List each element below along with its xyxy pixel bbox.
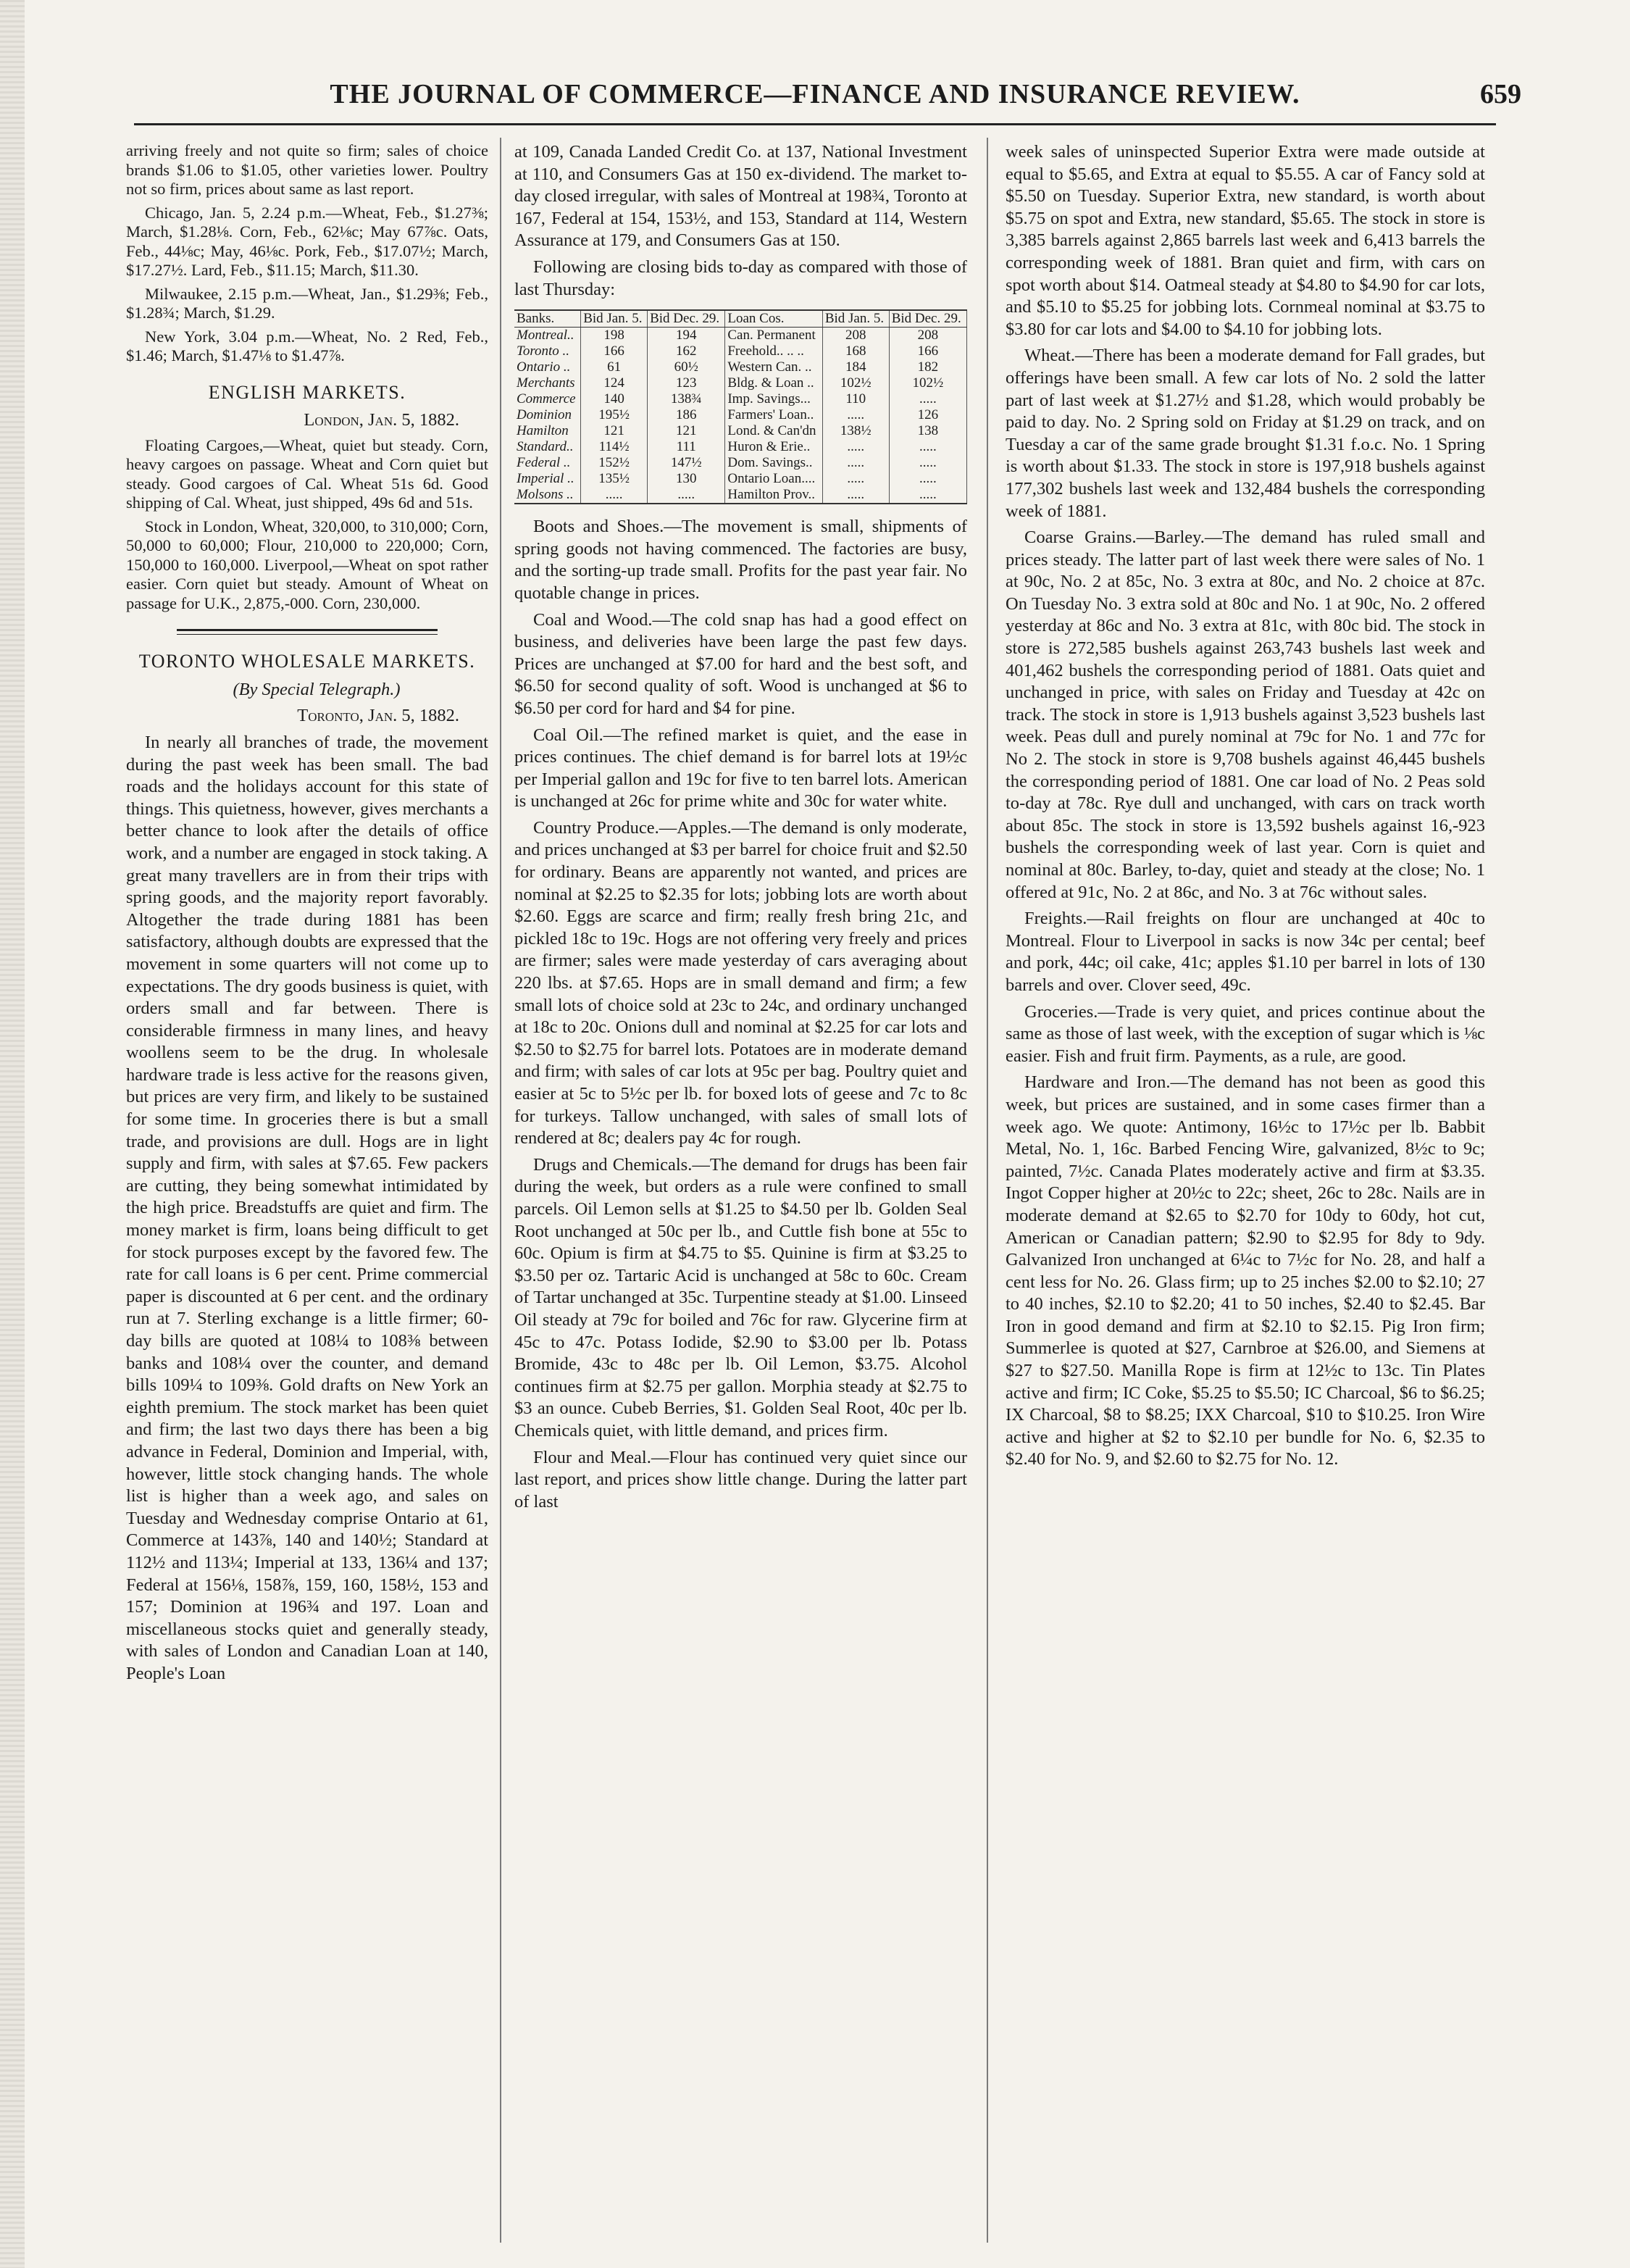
table-cell: 166: [889, 343, 966, 359]
table-cell: Western Can. ..: [725, 359, 822, 375]
table-cell: 208: [822, 328, 889, 344]
journal-title: THE JOURNAL OF COMMERCE—FINANCE AND INSURANCE REVIEW.: [330, 79, 1300, 109]
table-cell: .....: [822, 487, 889, 504]
table-cell: .....: [889, 487, 966, 504]
paragraph: Flour and Meal.—Flour has continued very quiet since our last report, and prices show little change. During the latter part of last: [514, 1447, 967, 1512]
table-cell: 61: [581, 359, 648, 375]
section-rule: [177, 629, 438, 635]
table-cell: 138¾: [648, 391, 725, 407]
paragraph: Coal and Wood.—The cold snap has had a good effect on business, and deliveries have been large the past few days. Prices are unchanged at $7.00 for hard and the best soft, and $6.50 for second quality of soft. Wood is unchanged at $6 to $6.50 per cord for hard and $4 for pine.: [514, 609, 967, 718]
table-cell: Hamilton Prov..: [725, 487, 822, 504]
table-cell: 60½: [648, 359, 725, 375]
column-divider: [987, 138, 988, 2243]
table-cell: Bldg. & Loan ..: [725, 375, 822, 391]
table-row: [514, 471, 967, 487]
page-header: [109, 78, 1521, 122]
table-cell: Lond. & Can'dn: [725, 423, 822, 439]
table-cell: 102½: [889, 375, 966, 391]
table-cell: 123: [648, 375, 725, 391]
table-cell: 166: [581, 343, 648, 359]
table-header: Banks.: [514, 310, 581, 328]
table-cell: 121: [581, 423, 648, 439]
table-cell: Imp. Savings...: [725, 391, 822, 407]
paragraph: Following are closing bids to-day as compared with those of last Thursday:: [514, 257, 967, 299]
table-cell: 102½: [822, 375, 889, 391]
table-row: [514, 439, 967, 455]
table-cell: Dom. Savings..: [725, 455, 822, 471]
table-cell: Commerce: [514, 391, 581, 407]
paragraph: Drugs and Chemicals.—The demand for drugs has been fair during the week, but orders as a rule were confined to small parcels. Oil Lemon sells at $1.25 to $4.50 per lb. Golden Seal Root unchanged at 50c per lb., and Cuttle fish bone at 55c to 60c. Opium is firm at $4.75 to $5. Quinine is firm at $3.25 to $3.50 per oz. Tartaric Acid is unchanged at 58c to 60c. Cream of Tartar unchanged at 35c. Turpentine steady at $1.00. Linseed Oil steady at 79c for boiled and 76c for raw. Glycerine firm at 45c to 47c. Potass Iodide, $2.90 to $3.00 per lb. Potass Bromide, 43c to 48c per lb. Oil Lemon, $3.75. Alcohol continues firm at $2.75 per gallon. Morphia steady at $2.75 to $3 an ounce. Cubeb Berries, $1. Golden Seal Root, 40c per lb. Chemicals quiet, with little demand, and prices firm.: [514, 1154, 967, 1441]
table-cell: 138: [889, 423, 966, 439]
table-row: [514, 343, 967, 359]
paragraph: Coal Oil.—The refined market is quiet, and the ease in prices continues. The chief demand is for barrel lots at 19½c per Imperial gallon and 19c for five to ten barrel lots. American is unchanged at 26c for prime white and 30c for water white.: [514, 725, 967, 812]
table-cell: 198: [581, 328, 648, 344]
binding-edge: [0, 0, 25, 2268]
paragraph: Hardware and Iron.—The demand has not been as good this week, but prices are sustained, and in some cases firmer than a week ago. We quote: Antimony, 16½c to 17½c per lb. Babbit Metal, No. 1, 16c. Barbed Fencing Wire, galvanized, 8½c to 9c; painted, 7½c. Canada Plates moderately active and firm at $3.35. Ingot Copper higher at 20½c to 22c; sheet, 26c to 28c. Nails are in moderate demand at $2.65 to $2.70 for 10dy to 60dy, hot cut, American or Canadian pattern; $2.90 to $2.95 for 8dy to 9dy. Galvanized Iron unchanged at 6¼c to 7½c for No. 28, and half a cent less for No. 26. Glass firm; up to 25 inches $2.00 to $2.10; 27 to 40 inches, $2.10 to $2.20; 41 to 50 inches, $2.40 to $2.45. Bar Iron in good demand and firm at $2.10 to $2.15. Pig Iron firm; Summerlee is quoted at $27, Carnbroe at $26.00, and Siemens at $27 to $27.50. Manilla Rope is firm at 12½c to 13c. Tin Plates active and firm; IC Coke, $5.25 to $5.50; IC Charcoal, $6 to $6.25; IX Charcoal, $8 to $8.25; IXX Charcoal, $10 to $10.25. Iron Wire active and higher at $2 to $2.10 per bundle for No. 6, $2.35 to $2.40 for No. 9, and $2.60 to $2.75 for No. 12.: [1006, 1072, 1485, 1469]
table-cell: 111: [648, 439, 725, 455]
table-cell: 135½: [581, 471, 648, 487]
column-2: [514, 141, 967, 2250]
table-cell: 121: [648, 423, 725, 439]
paragraph: Freights.—Rail freights on flour are unchanged at 40c to Montreal. Flour to Liverpool in sacks is now 34c per cental; beef and pork, 44c; oil cake, 41c; apples $1.10 per barrel in lots of 130 barrels and over. Clover seed, 49c.: [1006, 909, 1485, 995]
table-header-row: [514, 310, 967, 328]
table-cell: Standard..: [514, 439, 581, 455]
column-1: [126, 141, 488, 2250]
table-cell: Ontario Loan....: [725, 471, 822, 487]
page-number: 659: [1480, 79, 1521, 109]
table-cell: 138½: [822, 423, 889, 439]
table-cell: 152½: [581, 455, 648, 471]
paragraph: Boots and Shoes.—The movement is small, shipments of spring goods not having commenced. The factories are busy, and the sorting-up trade small. Profits for the past year fair. No quotable change in prices.: [514, 517, 967, 603]
table-cell: Ontario ..: [514, 359, 581, 375]
table-cell: 195½: [581, 407, 648, 423]
table-cell: Huron & Erie..: [725, 439, 822, 455]
table-cell: Merchants: [514, 375, 581, 391]
table-cell: .....: [822, 439, 889, 455]
section-subheading: (By Special Telegraph.): [233, 679, 401, 699]
column-divider: [500, 138, 501, 2243]
table-cell: Can. Permanent: [725, 328, 822, 344]
table-cell: .....: [581, 487, 648, 504]
table-cell: .....: [889, 439, 966, 455]
table-header: Bid Jan. 5.: [822, 310, 889, 328]
paragraph: Floating Cargoes,—Wheat, quiet but steady. Corn, heavy cargoes on passage. Wheat and Corn quiet but steady. Good cargoes of Cal. Wheat 51s 6d. Good shipping of Cal. Wheat, just shipped, 49s 6d and 51s.: [126, 435, 488, 512]
dateline: Toronto, Jan. 5, 1882.: [297, 706, 459, 726]
table-cell: Hamilton: [514, 423, 581, 439]
column-3: [1006, 141, 1485, 2250]
paragraph: Groceries.—Trade is very quiet, and prices continue about the same as those of last week, with the exception of sugar which is ⅛c easier. Fish and fruit firm. Payments, as a rule, are good.: [1006, 1001, 1485, 1066]
table-cell: 186: [648, 407, 725, 423]
table-cell: Farmers' Loan..: [725, 407, 822, 423]
table-cell: 130: [648, 471, 725, 487]
table-cell: Imperial ..: [514, 471, 581, 487]
paragraph: Chicago, Jan. 5, 2.24 p.m.—Wheat, Feb., $1.27⅜; March, $1.28⅛. Corn, Feb., 62⅛c; May 67⅞c. Oats, Feb., 44⅛c; May, 46⅛c. Pork, Feb., $17.07½; March, $17.27½. Lard, Feb., $11.15; March, $11.30.: [126, 203, 488, 279]
table-body: [514, 328, 967, 504]
bids-table: [514, 309, 967, 504]
section-heading: ENGLISH MARKETS.: [208, 381, 406, 403]
table-row: [514, 391, 967, 407]
table-cell: 162: [648, 343, 725, 359]
table-cell: .....: [822, 455, 889, 471]
table-cell: 194: [648, 328, 725, 344]
table-cell: 126: [889, 407, 966, 423]
table-cell: .....: [889, 471, 966, 487]
table-cell: Montreal..: [514, 328, 581, 344]
table-row: [514, 407, 967, 423]
table-cell: 110: [822, 391, 889, 407]
table-cell: 114½: [581, 439, 648, 455]
table-cell: 184: [822, 359, 889, 375]
table-cell: Toronto ..: [514, 343, 581, 359]
paragraph: Coarse Grains.—Barley.—The demand has ruled small and prices steady. The latter part of last week there were sales of No. 1 at 90c, No. 2 at 85c, No. 3 extra at 80c, and No. 2 choice at 87c. On Tuesday No. 3 extra sold at 80c and No. 1 at 90c, No. 2 offered yesterday at 86c and No. 3 extra at 81c, with 80c bid. The stock in store is 272,585 bushels against 263,743 bushels last week and 401,462 bushels the corresponding period of 1881. Oats quiet and unchanged in price, with sales on Friday and Tuesday at 42c on track. The stock in store is 1,913 bushels against 3,523 bushels last week. Peas dull and purely nominal at 79c for No. 1 and 77c for No 2. The stock in store is 9,708 bushels against 46,445 bushels the corresponding period of 1881. One car load of No. 2 Peas sold to-day at 78c. Rye dull and unchanged, with cars on track worth about 85c. The stock in store is 13,592 bushels against 16,-923 bushels the corresponding week of last year. Corn is quiet and nominal at 80c. Barley, to-day, quiet and steady at the close; No. 1 offered at 91c, No. 2 at 86c, and No. 3 at 76c without sales.: [1006, 528, 1485, 902]
table-header: Bid Jan. 5.: [581, 310, 648, 328]
paragraph: arriving freely and not quite so firm; sales of choice brands $1.06 to $1.05, other varieties lower. Poultry not so firm, prices about same as last report.: [126, 141, 488, 198]
table-row: [514, 487, 967, 504]
header-rule: [134, 123, 1496, 125]
table-cell: .....: [648, 487, 725, 504]
table-cell: 147½: [648, 455, 725, 471]
table-cell: 182: [889, 359, 966, 375]
table-row: [514, 359, 967, 375]
table-cell: Dominion: [514, 407, 581, 423]
dateline: London, Jan. 5, 1882.: [304, 410, 459, 430]
table-row: [514, 455, 967, 471]
table-cell: 168: [822, 343, 889, 359]
table-cell: 208: [889, 328, 966, 344]
table-cell: .....: [822, 471, 889, 487]
table-cell: Molsons ..: [514, 487, 581, 504]
table-cell: Freehold.. .. ..: [725, 343, 822, 359]
table-row: [514, 328, 967, 344]
section-heading: TORONTO WHOLESALE MARKETS.: [138, 651, 476, 672]
paragraph: Wheat.—There has been a moderate demand for Fall grades, but offerings have been small. A few car lots of No. 2 sold the latter part of last week at $1.27½ and $1.28, which would probably be paid to day. No. 2 Spring sold on Friday at $1.29 on track, and on Tuesday a car of the same grade brought $1.31 f.o.c. No. 1 Spring is worth about $1.33. The stock in store is 197,918 bushels against 177,302 bushels last week and 132,484 bushels the corresponding week of 1881.: [1006, 346, 1485, 521]
paragraph: Milwaukee, 2.15 p.m.—Wheat, Jan., $1.29⅜; Feb., $1.28¾; March, $1.29.: [126, 284, 488, 322]
paragraph: week sales of uninspected Superior Extra were made outside at equal to $5.65, and Extra at equal to $5.55. A car of Fancy sold at $5.50 on Tuesday. Superior Extra, new standard, is worth about $5.75 on spot and Extra, new standard, $5.65. The stock in store is 3,385 barrels against 2,865 barrels last week and 6,413 barrels the corresponding week of 1881. Bran quiet and firm, with cars on spot worth about $14. Oatmeal steady at $4.80 to $4.90 for car lots, and $5.10 to $5.25 for jobbing lots. Cornmeal nominal at $3.75 to $3.80 for car lots and $4.00 to $4.10 for jobbing lots.: [1006, 142, 1485, 339]
paragraph: at 109, Canada Landed Credit Co. at 137, National Investment at 110, and Consumers Gas at 150 ex-dividend. The market to-day closed irregular, with sales of Montreal at 198¾, Toronto at 167, Federal at 154, 153½, and 153, Standard at 114, Western Assurance at 179, and Consumers Gas at 150.: [514, 142, 967, 251]
table-cell: 124: [581, 375, 648, 391]
table-row: [514, 423, 967, 439]
table-cell: .....: [889, 391, 966, 407]
table-header: Bid Dec. 29.: [889, 310, 966, 328]
paragraph: New York, 3.04 p.m.—Wheat, No. 2 Red, Feb., $1.46; March, $1.47⅛ to $1.47⅞.: [126, 327, 488, 364]
paragraph: Stock in London, Wheat, 320,000, to 310,000; Corn, 50,000 to 60,000; Flour, 210,000 to 220,000; Corn, 150,000 to 160,000. Liverpool,—Wheat on spot rather easier. Corn quiet but steady. Amount of Wheat on passage for U.K., 2,875,-000. Corn, 230,000.: [126, 517, 488, 612]
paragraph: Country Produce.—Apples.—The demand is only moderate, and prices unchanged at $3 per barrel for choice fruit and $2.50 for ordinary. Beans are apparently not wanted, and prices are nominal at $2.25 to $2.35 for lots; jobbing lots are worth about $2.60. Eggs are scarce and firm; really fresh bring 21c, and pickled 18c to 19c. Hogs are not offering very freely and prices are firmer; sales were made yesterday of cars averaging about 220 lbs. at $7.65. Hops are in small demand and firm; a few small lots of choice sold at 23c to 24c, and ordinary unchanged at 18c to 20c. Onions dull and nominal at $2.25 for car lots and $2.50 to $2.75 for barrel lots. Potatoes are in moderate demand and firm; with sales of car lots at 95c per bag. Poultry quiet and easier at 5c to 5½c per lb. for boxed lots of geese and 7c to 8c for turkeys. Tallow unchanged, with sales of small lots of rendered at 8c; dealers pay 4c for rough.: [514, 817, 967, 1148]
table-row: [514, 375, 967, 391]
table-cell: 140: [581, 391, 648, 407]
table-cell: Federal ..: [514, 455, 581, 471]
table-header: Loan Cos.: [725, 310, 822, 328]
paragraph: In nearly all branches of trade, the movement during the past week has been small. The bad roads and the holidays account for this state of things. This quietness, however, gives merchants a better chance to look after the details of office work, and a number are engaged in stock taking. A great many travellers are in from their trips with spring goods, and the majority report favorably. Altogether the trade during 1881 has been satisfactory, although doubts are expressed that the movement in some quarters will not come up to expectations. The dry goods business is quiet, with orders small and far between. There is considerable firmness in many lines, and heavy woollens seem to be the drug. In wholesale hardware trade is less active for the reasons given, but prices are very firm, and likely to be sustained for some time. In groceries there is but a small trade, and provisions are dull. Hogs are in light supply and firm, with sales at $7.65. Few packers are cutting, they being somewhat intimidated by the high price. Breadstuffs are quiet and firm. The money market is firm, loans being difficult to get for stock purposes except by the favored few. The rate for call loans is 6 per cent. Prime commercial paper is discounted at 6 per cent. and the ordinary run at 7. Sterling exchange is a little firmer; 60-day bills are quoted at 108¼ to 108⅜ between banks and 108¼ over the counter, and demand bills 109¼ to 109⅜. Gold drafts on New York an eighth premium. The stock market has been quiet and firm; the last two days there has been a big advance in Federal, Dominion and Imperial, with, however, little stock changing hands. The whole list is higher than a week ago, and sales on Tuesday and Wednesday comprise Ontario at 61, Commerce at 143⅞, 140 and 140½; Standard at 112½ and 113¼; Imperial at 133, 136¼ and 137; Federal at 156⅛, 158⅞, 159, 160, 158½, 153 and 157; Dominion at 196¾ and 197. Loan and miscellaneous stocks quiet and generally steady, with sales of London and Canadian Loan at 140, People's Loan: [126, 732, 488, 1683]
table-cell: .....: [889, 455, 966, 471]
table-cell: .....: [822, 407, 889, 423]
table-header: Bid Dec. 29.: [648, 310, 725, 328]
